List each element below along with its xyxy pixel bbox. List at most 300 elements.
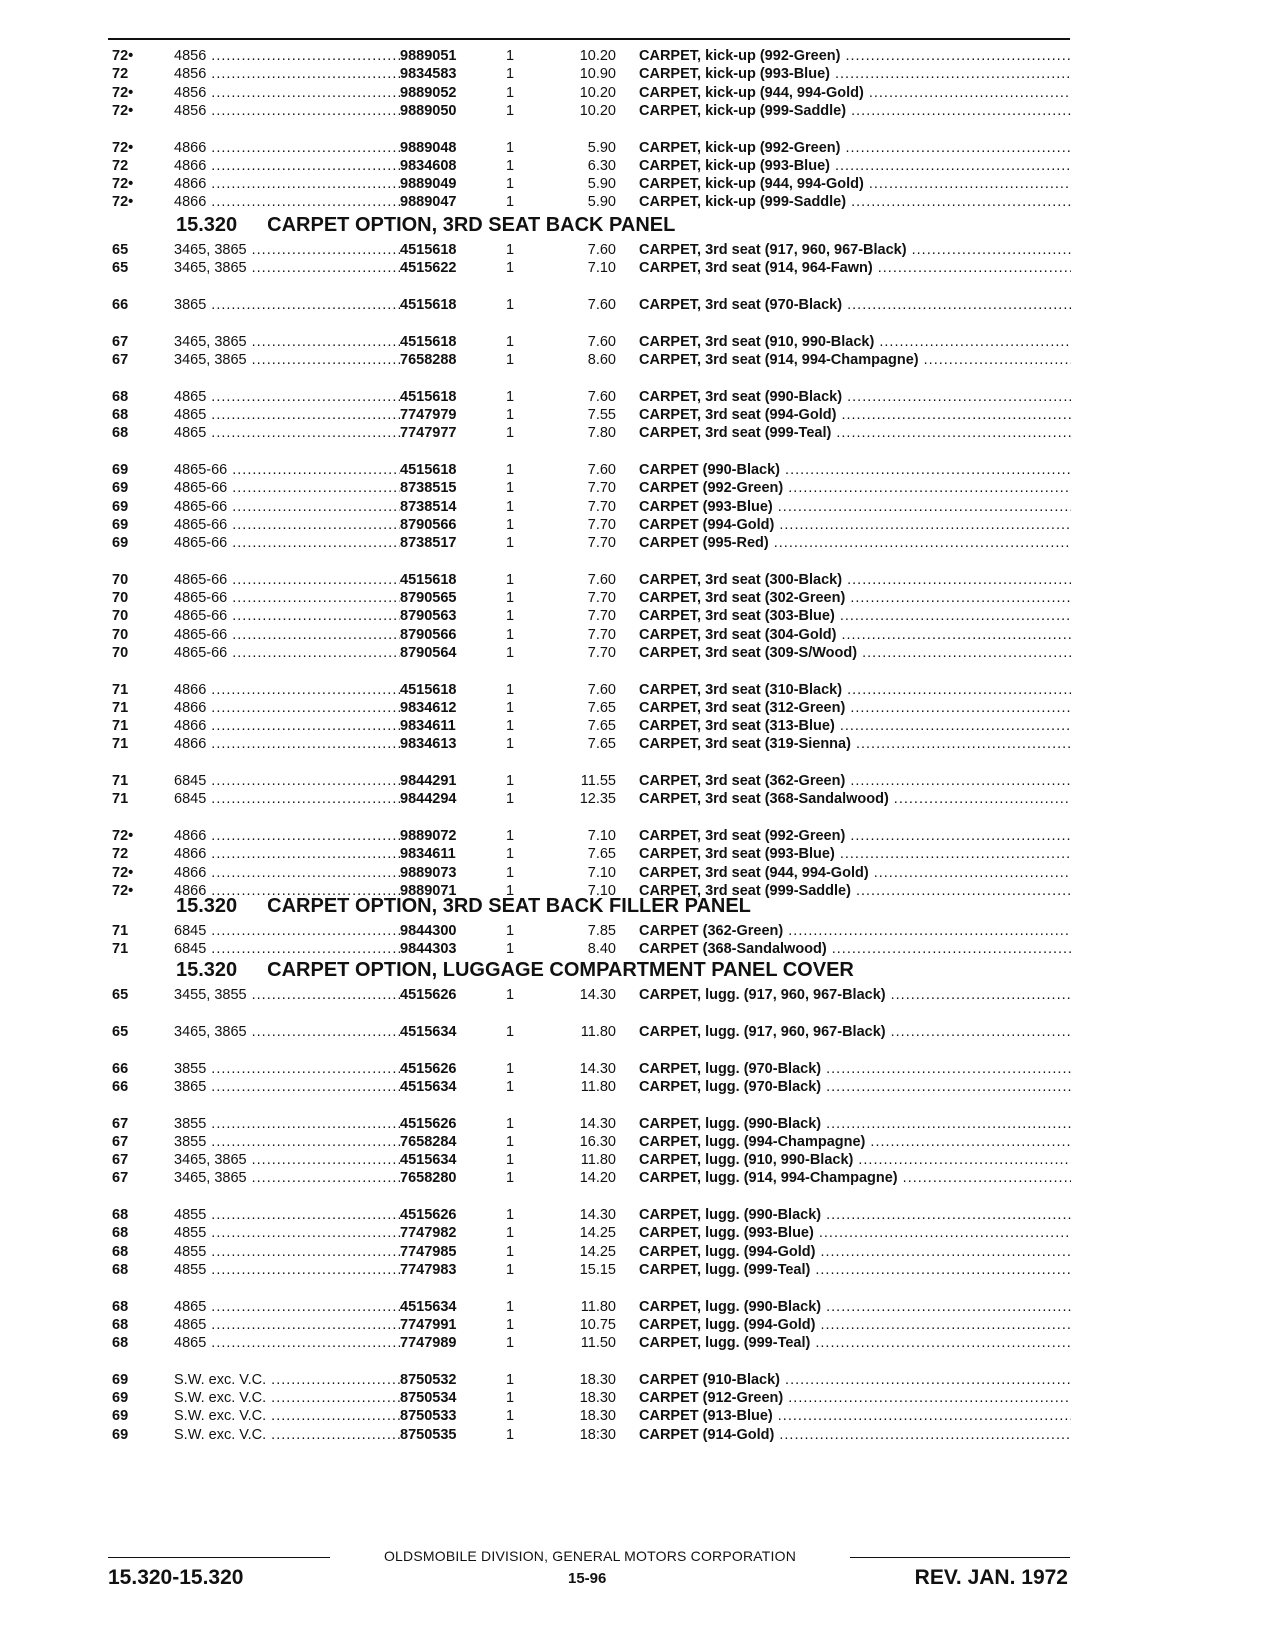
- part-number: 8790566: [400, 516, 457, 533]
- price: 7.70: [587, 644, 616, 661]
- model-year: 72•: [112, 84, 134, 101]
- section-title: CARPET OPTION, 3RD SEAT BACK PANEL: [267, 214, 676, 236]
- part-number: 7747983: [400, 1261, 457, 1278]
- parts-row: [0, 175, 1261, 193]
- part-description: CARPET, 3rd seat (302-Green) .....: [639, 589, 1071, 607]
- quantity: 1: [506, 1078, 515, 1095]
- part-description: CARPET, kick-up (993-Blue) .....: [639, 65, 1071, 83]
- quantity: 1: [506, 828, 515, 844]
- price: 18.30: [579, 1408, 616, 1425]
- body-model: 4855 .....: [174, 1261, 400, 1279]
- price: 6.30: [587, 157, 616, 174]
- price: 10.90: [579, 66, 616, 83]
- part-description: CARPET (368-Sandalwood) .....: [639, 940, 1071, 958]
- quantity: 1: [506, 1023, 515, 1040]
- price: 14.25: [579, 1225, 616, 1242]
- model-year: 68: [112, 1225, 129, 1242]
- part-description: CARPET (914-Gold) .....: [639, 1426, 1071, 1444]
- part-description: CARPET (990-Black) .....: [639, 461, 1071, 479]
- part-description: CARPET, lugg. (910, 990-Black) .....: [639, 1151, 1071, 1169]
- price: 7.70: [587, 626, 616, 643]
- model-year: 67: [112, 352, 129, 368]
- body-model: 4866 .....: [174, 193, 400, 211]
- body-model: 4866 .....: [174, 699, 400, 717]
- model-year: 71: [112, 699, 129, 716]
- parts-row: [0, 1371, 1261, 1389]
- part-description: CARPET, kick-up (999-Saddle) .....: [639, 193, 1071, 211]
- model-year: 67: [112, 1115, 129, 1132]
- part-number: 9834612: [400, 699, 457, 716]
- part-description: CARPET, lugg. (990-Black) .....: [639, 1206, 1071, 1224]
- parts-row: [0, 1389, 1261, 1407]
- parts-row: [0, 1169, 1261, 1187]
- model-year: 71: [112, 941, 129, 958]
- model-year: 69: [112, 1390, 129, 1406]
- body-model: 4865 .....: [174, 1334, 400, 1352]
- model-year: 72•: [112, 864, 134, 881]
- part-number: 4515626: [400, 987, 457, 1003]
- parts-row: [0, 772, 1261, 790]
- parts-row: [0, 47, 1261, 65]
- parts-row: [0, 296, 1261, 314]
- parts-row: [0, 1206, 1261, 1224]
- model-year: 70: [112, 571, 129, 588]
- quantity: 1: [506, 480, 515, 497]
- body-model: 4866 .....: [174, 845, 400, 863]
- part-description: CARPET, kick-up (944, 994-Gold) .....: [639, 84, 1071, 102]
- price: 7.60: [587, 681, 616, 698]
- model-year: 71: [112, 791, 129, 808]
- parts-row: [0, 790, 1261, 808]
- price: 14.30: [579, 1207, 616, 1223]
- part-description: CARPET, 3rd seat (970-Black) .....: [639, 296, 1071, 314]
- part-number: 9844294: [400, 791, 457, 808]
- part-description: CARPET, lugg. (914, 994-Champagne) .....: [639, 1169, 1071, 1187]
- model-year: 68: [112, 1243, 129, 1260]
- price: 11.80: [580, 1298, 616, 1315]
- quantity: 1: [506, 102, 515, 119]
- parts-row: [0, 259, 1261, 277]
- footer-corporation: OLDSMOBILE DIVISION, GENERAL MOTORS CORPORATION: [330, 1547, 850, 1565]
- price: 7.70: [587, 480, 616, 497]
- part-number: 9834613: [400, 736, 457, 753]
- part-number: 9844291: [400, 773, 457, 789]
- quantity: 1: [506, 941, 515, 958]
- part-description: CARPET, 3rd seat (999-Saddle) .....: [639, 882, 1071, 900]
- price: 18.30: [579, 1371, 616, 1388]
- part-number: 4515618: [400, 462, 457, 478]
- part-number: 9834608: [400, 157, 457, 174]
- quantity: 1: [506, 571, 515, 588]
- part-description: CARPET, lugg. (999-Teal) .....: [639, 1261, 1071, 1279]
- quantity: 1: [506, 644, 515, 661]
- body-model: 4866 .....: [174, 864, 400, 882]
- parts-row: [0, 735, 1261, 753]
- body-model: S.W. exc. V.C. .....: [174, 1426, 400, 1444]
- part-description: CARPET, 3rd seat (914, 964-Fawn) .....: [639, 259, 1071, 277]
- model-year: 70: [112, 590, 129, 606]
- body-model: 3465, 3865 .....: [174, 1169, 400, 1187]
- body-model: 4865-66 .....: [174, 571, 400, 589]
- part-description: CARPET, 3rd seat (319-Sienna) .....: [639, 735, 1071, 753]
- parts-row: [0, 333, 1261, 351]
- parts-row: [0, 1078, 1261, 1096]
- quantity: 1: [506, 66, 515, 83]
- body-model: S.W. exc. V.C. .....: [174, 1389, 400, 1407]
- body-model: 4865 .....: [174, 1298, 400, 1316]
- body-model: 3465, 3865 .....: [174, 333, 400, 351]
- body-model: 4856 .....: [174, 84, 400, 102]
- quantity: 1: [506, 864, 515, 881]
- quantity: 1: [506, 773, 515, 789]
- model-year: 72•: [112, 102, 134, 119]
- part-number: 8738514: [400, 498, 457, 515]
- model-year: 69: [112, 462, 129, 478]
- body-model: 3465, 3865 .....: [174, 351, 400, 369]
- parts-row: [0, 1023, 1261, 1041]
- model-year: 69: [112, 498, 129, 515]
- part-description: CARPET, 3rd seat (914, 994-Champagne) .....: [639, 351, 1071, 369]
- price: 16.30: [579, 1133, 616, 1150]
- parts-row: [0, 717, 1261, 735]
- part-description: CARPET, lugg. (970-Black) .....: [639, 1060, 1071, 1078]
- model-year: 69: [112, 480, 129, 497]
- body-model: 4865-66 .....: [174, 534, 400, 552]
- price: 10.20: [579, 102, 616, 119]
- parts-row: [0, 388, 1261, 406]
- body-model: 4865-66 .....: [174, 498, 400, 516]
- quantity: 1: [506, 425, 515, 442]
- body-model: 3455, 3855 .....: [174, 986, 400, 1004]
- parts-row: [0, 1151, 1261, 1169]
- part-number: 8790564: [400, 644, 457, 661]
- part-description: CARPET, kick-up (992-Green) .....: [639, 139, 1071, 157]
- body-model: 6845 .....: [174, 790, 400, 808]
- quantity: 1: [506, 1390, 515, 1406]
- body-model: 4865 .....: [174, 406, 400, 424]
- quantity: 1: [506, 1152, 515, 1168]
- model-year: 71: [112, 773, 129, 789]
- price: 8.40: [587, 941, 616, 958]
- model-year: 69: [112, 1371, 129, 1388]
- parts-row: [0, 139, 1261, 157]
- footer-revision: REV. JAN. 1972: [914, 1566, 1068, 1589]
- part-description: CARPET, 3rd seat (313-Blue) .....: [639, 717, 1071, 735]
- parts-row: [0, 1224, 1261, 1242]
- model-year: 68: [112, 1207, 129, 1223]
- parts-row: [0, 498, 1261, 516]
- model-year: 68: [112, 1261, 129, 1278]
- model-year: 67: [112, 1170, 129, 1187]
- part-number: 9889050: [400, 102, 457, 119]
- parts-row: [0, 626, 1261, 644]
- body-model: 4866 .....: [174, 882, 400, 900]
- part-description: CARPET, 3rd seat (300-Black) .....: [639, 571, 1071, 589]
- quantity: 1: [506, 1371, 515, 1388]
- parts-row: [0, 922, 1261, 940]
- price: 11.80: [580, 1023, 616, 1040]
- parts-row: [0, 1115, 1261, 1133]
- model-year: 66: [112, 1078, 129, 1095]
- model-year: 70: [112, 626, 129, 643]
- quantity: 1: [506, 297, 515, 313]
- part-description: CARPET, 3rd seat (368-Sandalwood) .....: [639, 790, 1071, 808]
- quantity: 1: [506, 535, 515, 551]
- price: 10.20: [579, 48, 616, 64]
- body-model: 4865-66 .....: [174, 589, 400, 607]
- footer-section-range: 15.320-15.320: [108, 1566, 244, 1589]
- part-description: CARPET (913-Blue) .....: [639, 1407, 1071, 1425]
- price: 14.30: [579, 987, 616, 1003]
- quantity: 1: [506, 1133, 515, 1150]
- price: 7.60: [587, 462, 616, 478]
- body-model: 3465, 3865 .....: [174, 1023, 400, 1041]
- part-description: CARPET (992-Green) .....: [639, 479, 1071, 497]
- parts-row: [0, 424, 1261, 442]
- price: 14.25: [579, 1243, 616, 1260]
- quantity: 1: [506, 516, 515, 533]
- model-year: 69: [112, 535, 129, 551]
- body-model: 4855 .....: [174, 1243, 400, 1261]
- body-model: 4866 .....: [174, 139, 400, 157]
- model-year: 66: [112, 1060, 129, 1077]
- body-model: 4865-66 .....: [174, 644, 400, 662]
- quantity: 1: [506, 1170, 515, 1187]
- part-number: 4515618: [400, 297, 457, 313]
- parts-row: [0, 1334, 1261, 1352]
- quantity: 1: [506, 157, 515, 174]
- part-number: 9889048: [400, 139, 457, 156]
- part-number: 9889049: [400, 176, 457, 192]
- quantity: 1: [506, 1298, 515, 1315]
- part-number: 8790565: [400, 590, 457, 606]
- body-model: 4866 .....: [174, 175, 400, 193]
- body-model: 3865 .....: [174, 296, 400, 314]
- part-number: 9834611: [400, 718, 456, 734]
- part-description: CARPET (994-Gold) .....: [639, 516, 1071, 534]
- parts-row: [0, 827, 1261, 845]
- model-year: 72: [112, 66, 129, 83]
- parts-row: [0, 1243, 1261, 1261]
- part-number: 7658288: [400, 352, 457, 368]
- price: 7.65: [587, 718, 616, 734]
- part-description: CARPET, 3rd seat (910, 990-Black) .....: [639, 333, 1071, 351]
- model-year: 72•: [112, 882, 134, 899]
- quantity: 1: [506, 1408, 515, 1425]
- price: 14.30: [579, 1115, 616, 1132]
- part-description: CARPET, 3rd seat (992-Green) .....: [639, 827, 1071, 845]
- quantity: 1: [506, 699, 515, 716]
- part-description: CARPET (912-Green) .....: [639, 1389, 1071, 1407]
- price: 10.75: [579, 1316, 616, 1333]
- part-number: 9889051: [400, 48, 457, 64]
- model-year: 65: [112, 260, 129, 277]
- part-number: 4515634: [400, 1298, 457, 1315]
- parts-row: [0, 1407, 1261, 1425]
- price: 11.50: [580, 1335, 616, 1351]
- part-number: 7747989: [400, 1335, 457, 1351]
- model-year: 68: [112, 1298, 129, 1315]
- model-year: 67: [112, 1133, 129, 1150]
- model-year: 65: [112, 987, 129, 1003]
- part-description: CARPET, 3rd seat (990-Black) .....: [639, 388, 1071, 406]
- section-number: 15.320: [176, 214, 238, 236]
- body-model: 4856 .....: [174, 102, 400, 120]
- price: 11.80: [580, 1078, 616, 1095]
- quantity: 1: [506, 923, 515, 939]
- parts-row: [0, 479, 1261, 497]
- body-model: 4856 .....: [174, 47, 400, 65]
- model-year: 69: [112, 1408, 129, 1425]
- part-description: CARPET, 3rd seat (312-Green) .....: [639, 699, 1071, 717]
- price: 7.65: [587, 846, 616, 863]
- quantity: 1: [506, 882, 515, 899]
- part-description: CARPET, lugg. (970-Black) .....: [639, 1078, 1071, 1096]
- quantity: 1: [506, 846, 515, 863]
- price: 7.10: [587, 828, 616, 844]
- body-model: 4865-66 .....: [174, 516, 400, 534]
- part-number: 9889072: [400, 828, 457, 844]
- part-number: 4515634: [400, 1078, 457, 1095]
- model-year: 72•: [112, 828, 134, 844]
- part-description: CARPET, 3rd seat (999-Teal) .....: [639, 424, 1071, 442]
- part-number: 4515626: [400, 1060, 457, 1077]
- model-year: 72: [112, 846, 129, 863]
- parts-row: [0, 681, 1261, 699]
- part-description: CARPET, 3rd seat (362-Green) .....: [639, 772, 1071, 790]
- quantity: 1: [506, 260, 515, 277]
- body-model: 4866 .....: [174, 157, 400, 175]
- price: 7.80: [587, 425, 616, 442]
- quantity: 1: [506, 626, 515, 643]
- top-rule: [108, 38, 1070, 40]
- parts-row: [0, 1316, 1261, 1334]
- body-model: 3855 .....: [174, 1060, 400, 1078]
- price: 15.15: [579, 1261, 616, 1278]
- model-year: 72: [112, 157, 129, 174]
- part-number: 8738517: [400, 535, 457, 551]
- price: 7.60: [587, 388, 616, 405]
- price: 7.65: [587, 736, 616, 753]
- quantity: 1: [506, 590, 515, 606]
- model-year: 68: [112, 407, 129, 423]
- body-model: 6845 .....: [174, 922, 400, 940]
- quantity: 1: [506, 718, 515, 734]
- body-model: 3465, 3865 .....: [174, 241, 400, 259]
- parts-row: [0, 607, 1261, 625]
- part-description: CARPET (995-Red) .....: [639, 534, 1071, 552]
- part-description: CARPET, 3rd seat (310-Black) .....: [639, 681, 1071, 699]
- price: 5.90: [587, 176, 616, 192]
- part-description: CARPET, lugg. (917, 960, 967-Black) .....: [639, 1023, 1071, 1041]
- price: 11.55: [580, 773, 616, 789]
- body-model: 4856 .....: [174, 65, 400, 83]
- price: 10.20: [579, 84, 616, 101]
- part-number: 4515618: [400, 571, 457, 588]
- parts-row: [0, 1298, 1261, 1316]
- quantity: 1: [506, 176, 515, 192]
- part-description: CARPET, lugg. (993-Blue) .....: [639, 1224, 1071, 1242]
- quantity: 1: [506, 987, 515, 1003]
- model-year: 68: [112, 1335, 129, 1351]
- parts-row: [0, 84, 1261, 102]
- part-number: 4515618: [400, 242, 457, 258]
- body-model: 4855 .....: [174, 1206, 400, 1224]
- quantity: 1: [506, 194, 515, 211]
- price: 11.80: [580, 1152, 616, 1168]
- body-model: 4865-66 .....: [174, 461, 400, 479]
- part-description: CARPET, lugg. (990-Black) .....: [639, 1115, 1071, 1133]
- body-model: 4866 .....: [174, 827, 400, 845]
- quantity: 1: [506, 681, 515, 698]
- price: 7.60: [587, 571, 616, 588]
- parts-row: [0, 1261, 1261, 1279]
- part-description: CARPET, 3rd seat (304-Gold) .....: [639, 626, 1071, 644]
- body-model: 4865-66 .....: [174, 607, 400, 625]
- model-year: 71: [112, 923, 129, 939]
- quantity: 1: [506, 333, 515, 350]
- part-description: CARPET, lugg. (994-Gold) .....: [639, 1243, 1071, 1261]
- price: 7.70: [587, 516, 616, 533]
- part-description: CARPET (910-Black) .....: [639, 1371, 1071, 1389]
- part-number: 9844300: [400, 923, 457, 939]
- model-year: 65: [112, 242, 129, 258]
- price: 7.55: [587, 407, 616, 423]
- part-description: CARPET, kick-up (999-Saddle) .....: [639, 102, 1071, 120]
- parts-row: [0, 534, 1261, 552]
- quantity: 1: [506, 1115, 515, 1132]
- part-number: 8790563: [400, 608, 457, 625]
- part-number: 4515622: [400, 260, 457, 277]
- part-number: 4515626: [400, 1207, 457, 1223]
- part-number: 7747985: [400, 1243, 457, 1260]
- quantity: 1: [506, 388, 515, 405]
- parts-row: [0, 589, 1261, 607]
- parts-row: [0, 864, 1261, 882]
- body-model: 4865-66 .....: [174, 479, 400, 497]
- model-year: 72•: [112, 176, 134, 192]
- body-model: 4866 .....: [174, 735, 400, 753]
- part-description: CARPET, lugg. (917, 960, 967-Black) .....: [639, 986, 1071, 1004]
- parts-row: [0, 845, 1261, 863]
- parts-row: [0, 193, 1261, 211]
- price: 5.90: [587, 139, 616, 156]
- part-description: CARPET, kick-up (944, 994-Gold) .....: [639, 175, 1071, 193]
- part-number: 9834611: [400, 846, 456, 863]
- parts-row: [0, 102, 1261, 120]
- price: 14.30: [579, 1060, 616, 1077]
- part-number: 7658280: [400, 1170, 457, 1187]
- quantity: 1: [506, 139, 515, 156]
- part-number: 9834583: [400, 66, 457, 83]
- price: 7.65: [587, 699, 616, 716]
- quantity: 1: [506, 498, 515, 515]
- body-model: 4865-66 .....: [174, 626, 400, 644]
- part-number: 9889071: [400, 882, 457, 899]
- parts-row: [0, 699, 1261, 717]
- footer-page-number: 15-96: [568, 1570, 607, 1587]
- part-number: 8750533: [400, 1408, 457, 1425]
- part-number: 8750534: [400, 1390, 457, 1406]
- model-year: 72•: [112, 194, 134, 211]
- model-year: 66: [112, 297, 129, 313]
- parts-row: [0, 241, 1261, 259]
- part-number: 7747982: [400, 1225, 457, 1242]
- price: 12.35: [579, 791, 616, 808]
- price: 8.60: [587, 352, 616, 368]
- part-number: 4515626: [400, 1115, 457, 1132]
- parts-row: [0, 157, 1261, 175]
